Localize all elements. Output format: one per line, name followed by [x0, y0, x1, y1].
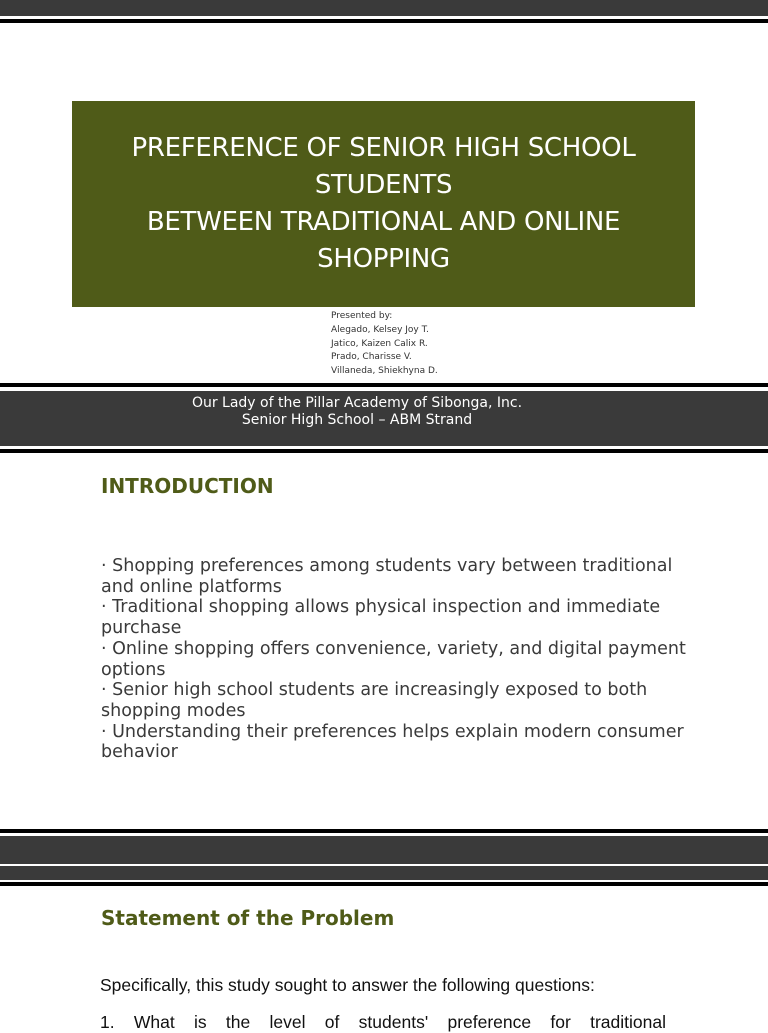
slide2-bottom-band	[0, 836, 768, 864]
presenter-name: Jatico, Kaizen Calix R.	[331, 338, 428, 349]
slide2-bottom-rule	[0, 829, 768, 833]
presenter-name: Prado, Charisse V.	[331, 352, 412, 363]
slide1-top-rule	[0, 19, 768, 23]
school-strand: Senior High School – ABM Strand	[241, 411, 473, 428]
problem-question-1: 1. What is the level of students' preference for traditional	[100, 1012, 666, 1032]
presenter-name: Villaneda, Shiekhyna D.	[331, 366, 438, 377]
slide2-top-rule	[0, 449, 768, 453]
bullet-item: · Traditional shopping allows physical inspection and immediate purchase	[101, 597, 661, 639]
bullet-item: · Shopping preferences among students vary between traditional and online platforms	[101, 556, 673, 597]
title-line-3: BETWEEN TRADITIONAL AND ONLINE	[146, 207, 621, 237]
bullet-item: · Online shopping offers convenience, variety, and digital payment options	[101, 638, 686, 680]
problem-intro: Specifically, this study sought to answer the following questions:	[100, 975, 595, 995]
introduction-heading: INTRODUCTION	[101, 474, 274, 498]
bullet-item: · Understanding their preferences helps explain modern consumer behavior	[101, 721, 684, 763]
title-line-2: STUDENTS	[314, 170, 453, 200]
slide3-top-band	[0, 866, 768, 880]
slide1-top-band	[0, 0, 768, 16]
slide1-bottom-rule	[0, 383, 768, 387]
school-footer	[0, 395, 714, 428]
title-line-1: PREFERENCE OF SENIOR HIGH SCHOOL	[131, 133, 636, 163]
presenter-name: Alegado, Kelsey Joy T.	[331, 324, 429, 335]
presented-by-label: Presented by:	[331, 311, 393, 321]
bullet-item: · Senior high school students are increasingly exposed to both shopping modes	[101, 680, 648, 721]
title-box	[72, 101, 695, 307]
presenters-block	[331, 310, 438, 379]
problem-heading: Statement of the Problem	[101, 906, 395, 930]
slide3-top-rule	[0, 882, 768, 886]
introduction-bullets	[101, 556, 701, 763]
school-name: Our Lady of the Pillar Academy of Sibonga, Inc.	[191, 395, 523, 411]
title-line-4: SHOPPING	[317, 244, 450, 274]
